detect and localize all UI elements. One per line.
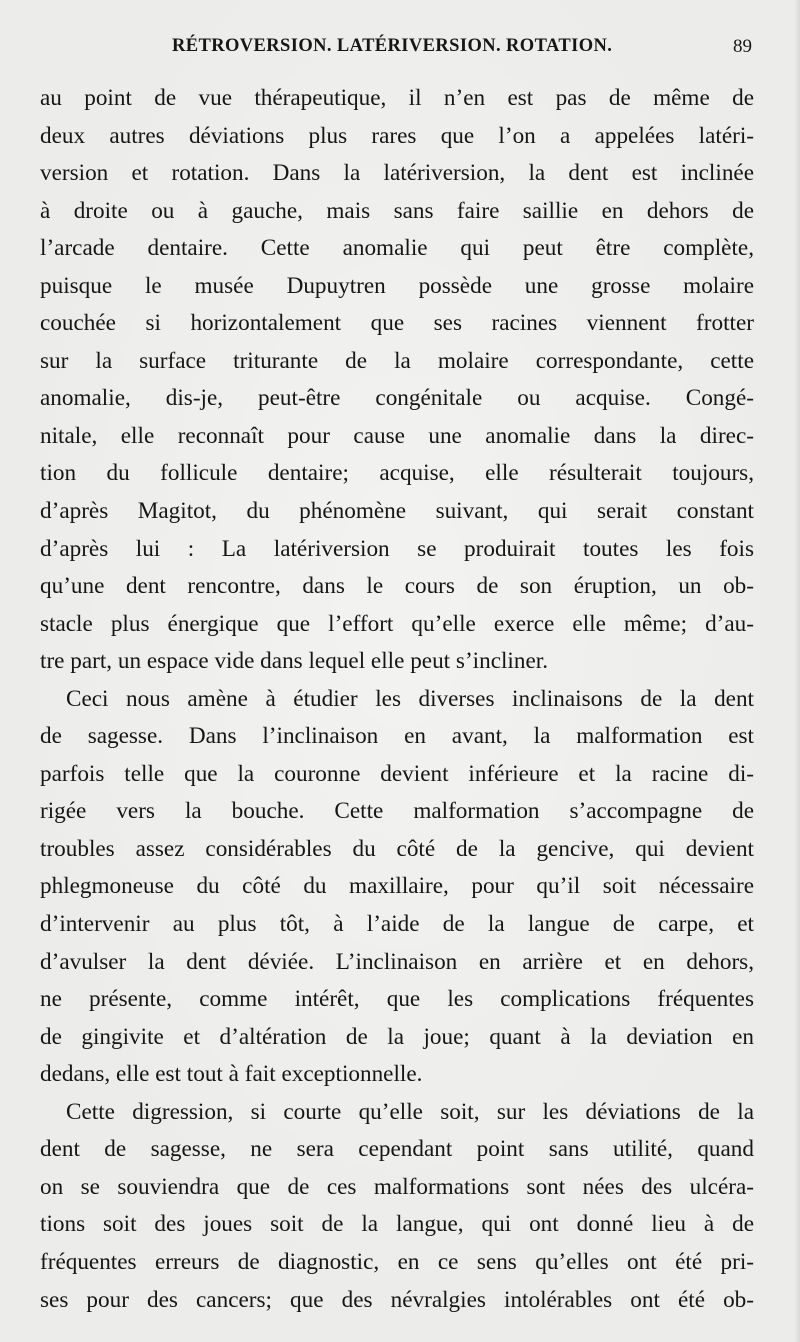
text-line: couchée si horizontalement que ses racines viennent frotter [40,310,754,337]
text-line: à droite ou à gauche, mais sans faire saillie en dehors de [40,197,754,224]
text-line: l’arcade dentaire. Cette anomalie qui peut être complète, [40,235,754,262]
running-head [0,36,800,64]
paragraph-3 [40,1094,754,1319]
text-line: Cette digression, si courte qu’elle soit, sur les déviations de la [66,1098,754,1125]
text-line: de sagesse. Dans l’inclinaison en avant, la malformation est [40,723,754,750]
text-line: tre part, un espace vide dans lequel elle peut s’incliner. [40,648,548,675]
text-line: dedans, elle est tout à fait exceptionnelle. [40,1061,423,1088]
body-text [40,80,754,1319]
text-line: d’après lui : La latériversion se produirait toutes les fois [40,535,754,562]
text-line: dent de sagesse, ne sera cependant point sans utilité, quand [40,1136,754,1163]
text-line: au point de vue thérapeutique, il n’en est pas de même de [40,85,754,111]
text-line: version et rotation. Dans la latériversion, la dent est inclinée [40,160,754,187]
text-line: tion du follicule dentaire; acquise, elle résulterait toujours, [40,460,754,487]
text-line: anomalie, dis-je, peut-être congénitale ou acquise. Congé- [40,385,754,412]
text-line: fréquentes erreurs de diagnostic, en ce sens qu’elles ont été pri- [40,1248,754,1275]
text-line: Ceci nous amène à étudier les diverses inclinaisons de la dent [66,685,754,712]
text-line: phlegmoneuse du côté du maxillaire, pour qu’il soit nécessaire [40,873,754,900]
text-line: on se souviendra que de ces malformations sont nées des ulcéra- [40,1173,754,1200]
paragraph-2 [40,681,754,1094]
text-line: d’avulser la dent déviée. L’inclinaison en arrière et en dehors, [40,948,754,975]
paragraph-1 [40,80,754,681]
text-line: tions soit des joues soit de la langue, qui ont donné lieu à de [40,1211,754,1238]
text-line: ne présente, comme intérêt, que les complications fréquentes [40,986,754,1013]
text-line: rigée vers la bouche. Cette malformation s’accompagne de [40,798,754,825]
text-line: sur la surface triturante de la molaire correspondante, cette [40,347,754,374]
text-line: d’après Magitot, du phénomène suivant, qui serait constant [40,498,754,525]
text-line: ses pour des cancers; que des névralgies intolérables ont été ob- [40,1286,754,1313]
text-line: parfois telle que la couronne devient inférieure et la racine di- [40,760,754,787]
text-line: deux autres déviations plus rares que l’on a appelées latéri- [40,122,754,149]
text-line: puisque le musée Dupuytren possède une grosse molaire [40,272,754,299]
text-line: stacle plus énergique que l’effort qu’elle exerce elle même; d’au- [40,610,754,637]
running-title: RÉTROVERSION. LATÉRIVERSION. ROTATION. [172,36,613,56]
text-line: d’intervenir au plus tôt, à l’aide de la langue de carpe, et [40,911,754,938]
text-line: qu’une dent rencontre, dans le cours de son éruption, un ob- [40,573,754,600]
text-line: de gingivite et d’altération de la joue; quant à la deviation en [40,1023,754,1050]
page-number: 89 [733,36,752,57]
text-line: nitale, elle reconnaît pour cause une anomalie dans la direc- [40,422,754,449]
text-line: troubles assez considérables du côté de la gencive, qui devient [40,835,754,862]
page-gutter-shadow [794,0,800,1342]
